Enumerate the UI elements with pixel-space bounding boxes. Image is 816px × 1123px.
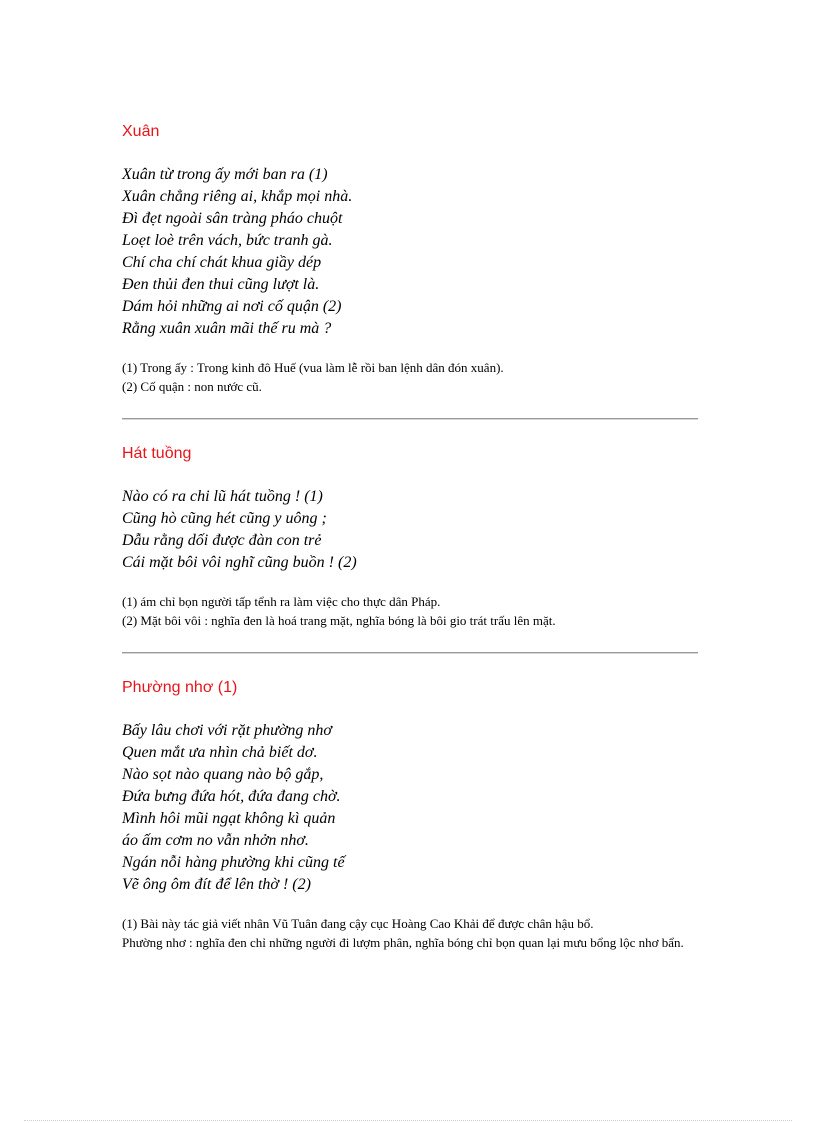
footnote: (2) Mặt bôi vôi : nghĩa đen là hoá trang mặt, nghĩa bóng là bôi gio trát trấu lên mặt.	[122, 613, 556, 628]
poem-line: Đứa bưng đứa hót, đứa đang chờ.	[122, 788, 341, 805]
footnotes	[122, 914, 698, 952]
footnotes	[122, 592, 698, 630]
poem-line: Mình hôi mũi ngạt không kì quản	[122, 810, 336, 827]
poem-title: Xuân	[122, 123, 160, 140]
poem-line: Ngán nỗi hàng phường khi cũng tế	[122, 854, 345, 871]
footnote: (1) Trong ấy : Trong kinh đô Huế (vua làm lễ rồi ban lệnh dân đón xuân).	[122, 360, 504, 375]
poem-section-xuan	[122, 120, 698, 396]
poem-line: Nào sọt nào quang nào bộ gắp,	[122, 766, 324, 783]
poem-line: Bấy lâu chơi với rặt phường nhơ	[122, 722, 332, 739]
document-page	[122, 120, 698, 952]
poem-line: Chí cha chí chát khua giầy dép	[122, 254, 322, 271]
poem-body	[122, 486, 698, 574]
poem-section-hat-tuong	[122, 442, 698, 630]
footnote: (2) Cố quận : non nước cũ.	[122, 379, 262, 394]
footnote: (1) ám chỉ bọn người tấp tểnh ra làm việc cho thực dân Pháp.	[122, 594, 441, 609]
footnote: Phường nhơ : nghĩa đen chỉ những người đi lượm phân, nghĩa bóng chỉ bọn quan lại mưu bổng lộc nhơ bẩn.	[122, 935, 684, 950]
poem-line: Cũng hò cũng hét cũng y uông ;	[122, 510, 327, 527]
poem-section-phuong-nho	[122, 676, 698, 952]
footnote: (1) Bài này tác giả viết nhân Vũ Tuân đang cậy cục Hoàng Cao Khải để được chân hậu bổ.	[122, 916, 594, 931]
page-bottom-edge	[24, 1120, 792, 1121]
poem-title: Phường nhơ (1)	[122, 679, 238, 696]
section-divider	[122, 418, 698, 420]
poem-line: Xuân từ trong ấy mới ban ra (1)	[122, 166, 328, 183]
poem-body	[122, 164, 698, 340]
poem-line: Rằng xuân xuân mãi thế ru mà ?	[122, 320, 332, 337]
poem-title: Hát tuồng	[122, 445, 192, 462]
poem-line: Vẽ ông ôm đít để lên thờ ! (2)	[122, 876, 311, 893]
poem-line: Đì đẹt ngoài sân tràng pháo chuột	[122, 210, 343, 227]
poem-body	[122, 720, 698, 896]
section-divider	[122, 652, 698, 654]
poem-line: Dám hỏi những ai nơi cố quận (2)	[122, 298, 342, 315]
poem-line: Cái mặt bôi vôi nghĩ cũng buồn ! (2)	[122, 554, 357, 571]
poem-line: Dẫu rằng dối được đàn con trẻ	[122, 532, 322, 549]
poem-line: Loẹt loè trên vách, bức tranh gà.	[122, 232, 333, 249]
footnotes	[122, 358, 698, 396]
poem-line: Nào có ra chi lũ hát tuồng ! (1)	[122, 488, 323, 505]
poem-line: Xuân chẳng riêng ai, khắp mọi nhà.	[122, 188, 353, 205]
poem-line: áo ấm cơm no vẫn nhởn nhơ.	[122, 832, 309, 849]
poem-line: Đen thủi đen thui cũng lượt là.	[122, 276, 320, 293]
poem-line: Quen mắt ưa nhìn chả biết dơ.	[122, 744, 318, 761]
